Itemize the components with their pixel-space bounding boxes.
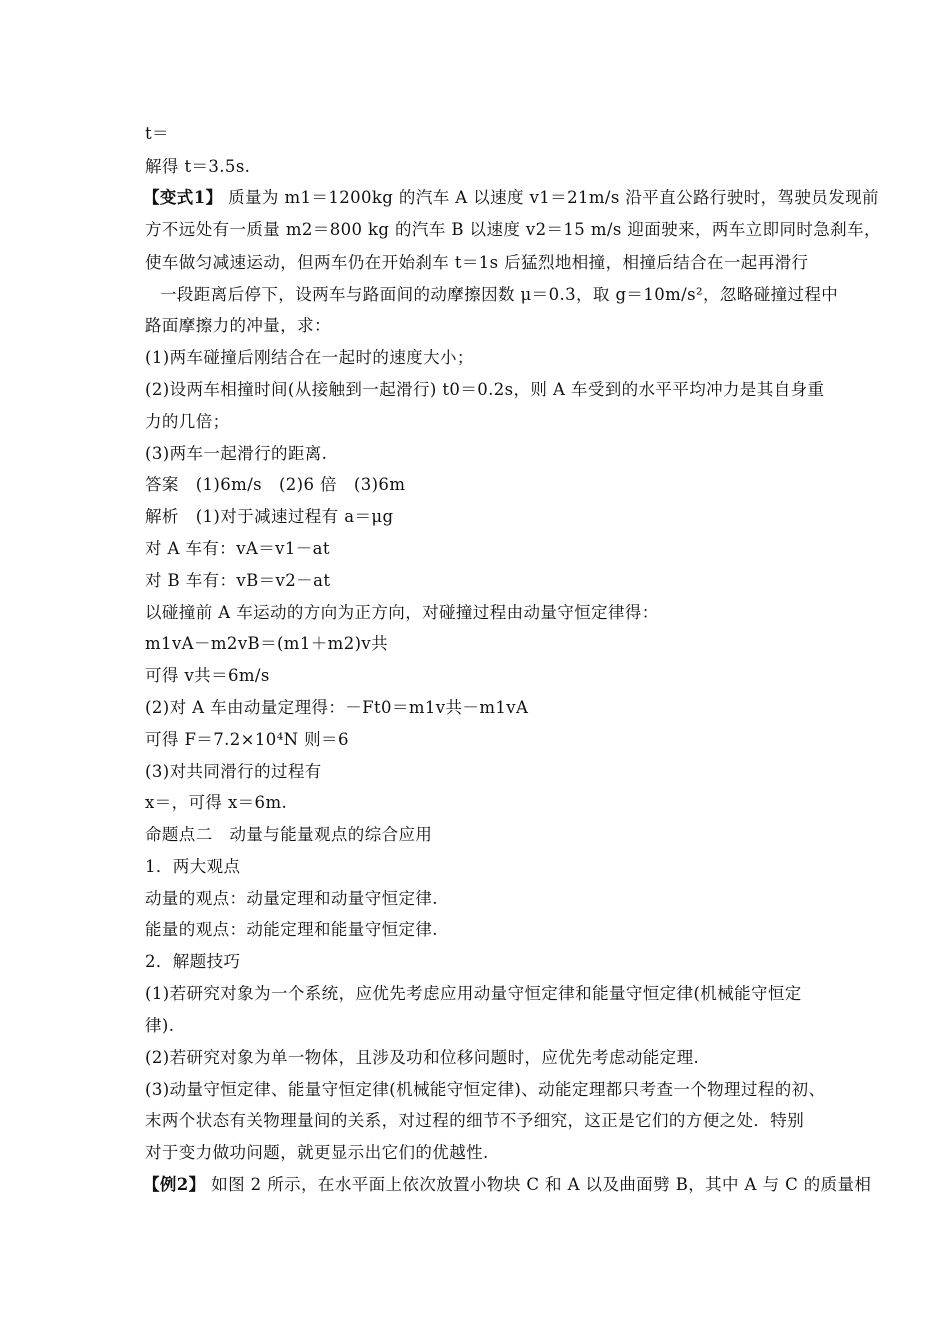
text-line: 【变式1】 质量为 m1＝1200kg 的汽车 A 以速度 v1＝21m/s 沿平直公路行驶时，驾驶员发现前 bbox=[143, 188, 879, 207]
text-line: t＝ bbox=[145, 124, 169, 143]
answer-line: 答案 (1)6m/s (2)6 倍 (3)6m bbox=[145, 475, 406, 494]
text-line: x＝，可得 x＝6m. bbox=[145, 793, 288, 812]
text-line: 能量的观点：动能定理和能量守恒定律. bbox=[145, 920, 438, 939]
text-line: (1)若研究对象为一个系统，应优先考虑应用动量守恒定律和能量守恒定律(机械能守恒定 bbox=[145, 984, 802, 1003]
equation-line: m1vA－m2vB＝(m1＋m2)v共 bbox=[145, 634, 389, 653]
text-line: (3)动量守恒定律、能量守恒定律(机械能守恒定律)、动能定理都只考查一个物理过程的初、 bbox=[145, 1080, 826, 1099]
text-line: 律). bbox=[145, 1016, 175, 1035]
text-line: 一段距离后停下，设两车与路面间的动摩擦因数 μ＝0.3，取 g＝10m/s²，忽略碰撞过程中 bbox=[160, 285, 839, 304]
text-line: 解得 t＝3.5s. bbox=[145, 157, 251, 176]
text-line: (2)若研究对象为单一物体，且涉及功和位移问题时，应优先考虑动能定理. bbox=[145, 1048, 700, 1067]
text-line: 可得 F＝7.2×10⁴N 则＝6 bbox=[145, 730, 349, 749]
analysis-line: 解析 (1)对于减速过程有 a＝μg bbox=[145, 507, 394, 526]
text-line: (3)两车一起滑行的距离. bbox=[145, 444, 328, 463]
example-label: 【例2】 bbox=[143, 1175, 206, 1194]
text-line: 力的几倍； bbox=[145, 412, 230, 431]
text-line: 路面摩擦力的冲量，求： bbox=[145, 316, 331, 335]
section-heading: 命题点二 动量与能量观点的综合应用 bbox=[145, 825, 433, 844]
variant-label: 【变式1】 bbox=[143, 188, 223, 207]
text-line: 以碰撞前 A 车运动的方向为正方向，对碰撞过程由动量守恒定律得： bbox=[145, 603, 659, 622]
text-line: 对于变力做功问题，就更显示出它们的优越性. bbox=[145, 1143, 489, 1162]
text-line: 可得 v共＝6m/s bbox=[145, 666, 270, 685]
text-line: 动量的观点：动量定理和动量守恒定律. bbox=[145, 889, 438, 908]
text-line: (2)设两车相撞时间(从接触到一起滑行) t0＝0.2s，则 A 车受到的水平平均冲力是其自身重 bbox=[145, 380, 825, 399]
text-line: (1)两车碰撞后刚结合在一起时的速度大小； bbox=[145, 348, 474, 367]
text-line: (3)对共同滑行的过程有 bbox=[145, 762, 322, 781]
text-line: 对 B 车有：vB＝v2－at bbox=[145, 571, 331, 590]
text-line: 使车做匀减速运动，但两车仍在开始刹车 t＝1s 后猛烈地相撞，相撞后结合在一起再滑行 bbox=[145, 253, 809, 272]
text-line: 方不远处有一质量 m2＝800 kg 的汽车 B 以速度 v2＝15 m/s 迎面驶来，两车立即同时急刹车， bbox=[145, 220, 881, 239]
text-line: 末两个状态有关物理量间的关系，对过程的细节不予细究，这正是它们的方便之处．特别 bbox=[145, 1111, 805, 1130]
text-line: (2)对 A 车由动量定理得：－Ft0＝m1v共－m1vA bbox=[145, 698, 529, 717]
text-line: 对 A 车有：vA＝v1－at bbox=[145, 539, 330, 558]
subheading: 2．解题技巧 bbox=[145, 952, 241, 971]
subheading: 1．两大观点 bbox=[145, 857, 241, 876]
text-line: 【例2】 如图 2 所示，在水平面上依次放置小物块 C 和 A 以及曲面劈 B，其中 A 与 C 的质量相 bbox=[143, 1175, 872, 1194]
